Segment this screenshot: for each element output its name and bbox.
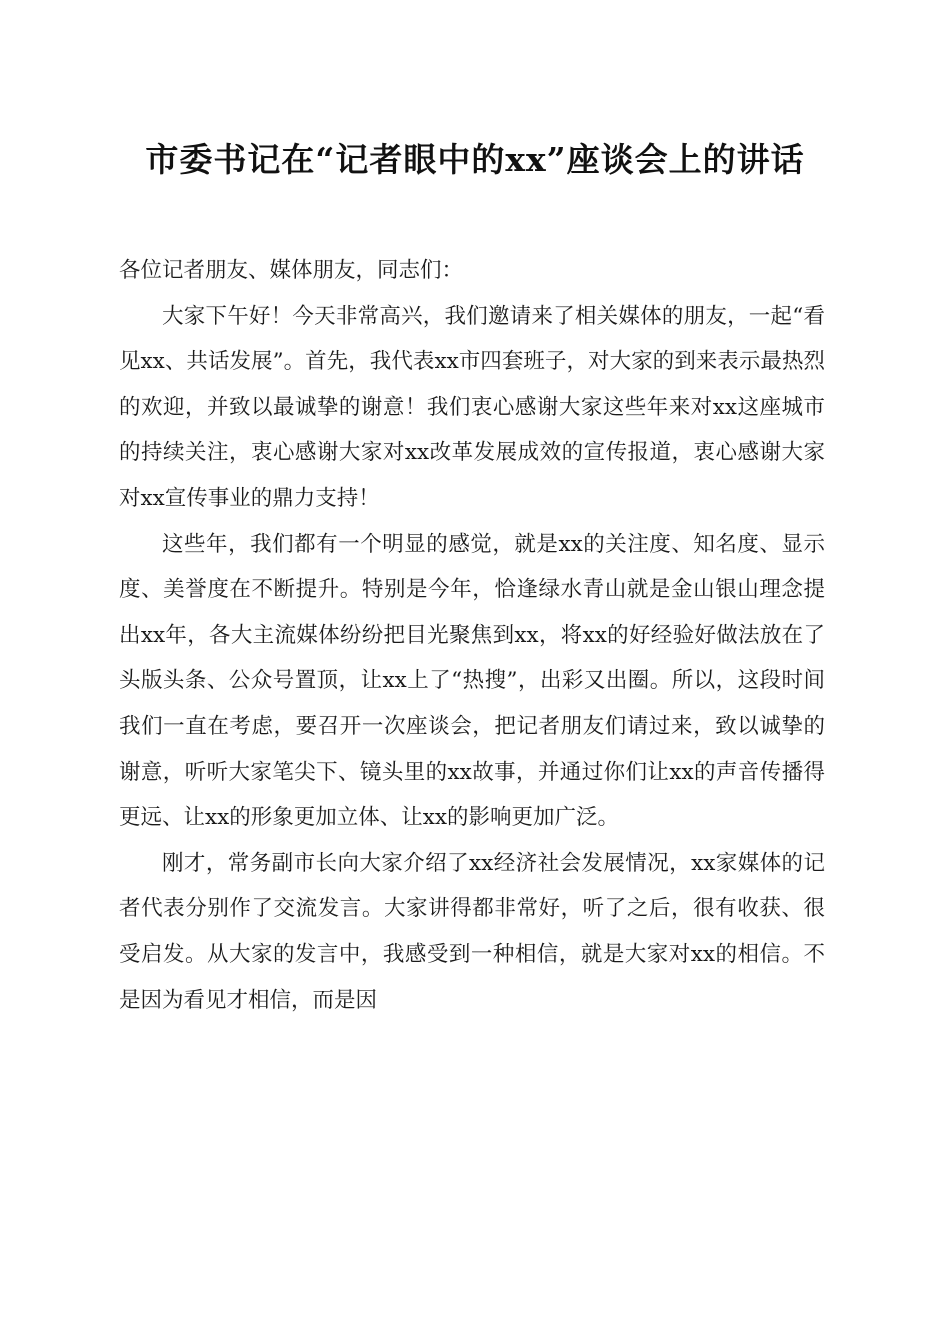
paragraph: 这些年，我们都有一个明显的感觉，就是xx的关注度、知名度、显示度、美誉度在不断提升。特别是今年，恰逢绿水青山就是金山银山理念提出xx年，各大主流媒体纷纷把目光聚焦到xx，将xx的好经验好做法放在了头版头条、公众号置顶，让xx上了“热搜”，出彩又出圈。所以，这段时间我们一直在考虑，要召开一次座谈会，把记者朋友们请过来，致以诚挚的谢意，听听大家笔尖下、镜头里的xx故事，并通过你们让xx的声音传播得更远、让xx的形象更加立体、让xx的影响更加广泛。 bbox=[119, 531, 825, 831]
document-body bbox=[119, 248, 825, 1023]
paragraph: 大家下午好！今天非常高兴，我们邀请来了相关媒体的朋友，一起“看见xx、共话发展”。首先，我代表xx市四套班子，对大家的到来表示最热烈的欢迎，并致以最诚挚的谢意！我们衷心感谢大家这些年来对xx这座城市的持续关注，衷心感谢大家对xx改革发展成效的宣传报道，衷心感谢大家对xx宣传事业的鼎力支持！ bbox=[119, 303, 825, 511]
paragraph: 刚才，常务副市长向大家介绍了xx经济社会发展情况，xx家媒体的记者代表分别作了交流发言。大家讲得都非常好，听了之后，很有收获、很受启发。从大家的发言中，我感受到一种相信，就是大家对xx的相信。不是因为看见才相信，而是因 bbox=[119, 850, 825, 1013]
document-title: 市委书记在“记者眼中的xx”座谈会上的讲话 bbox=[145, 140, 805, 179]
salutation: 各位记者朋友、媒体朋友，同志们： bbox=[119, 258, 464, 283]
